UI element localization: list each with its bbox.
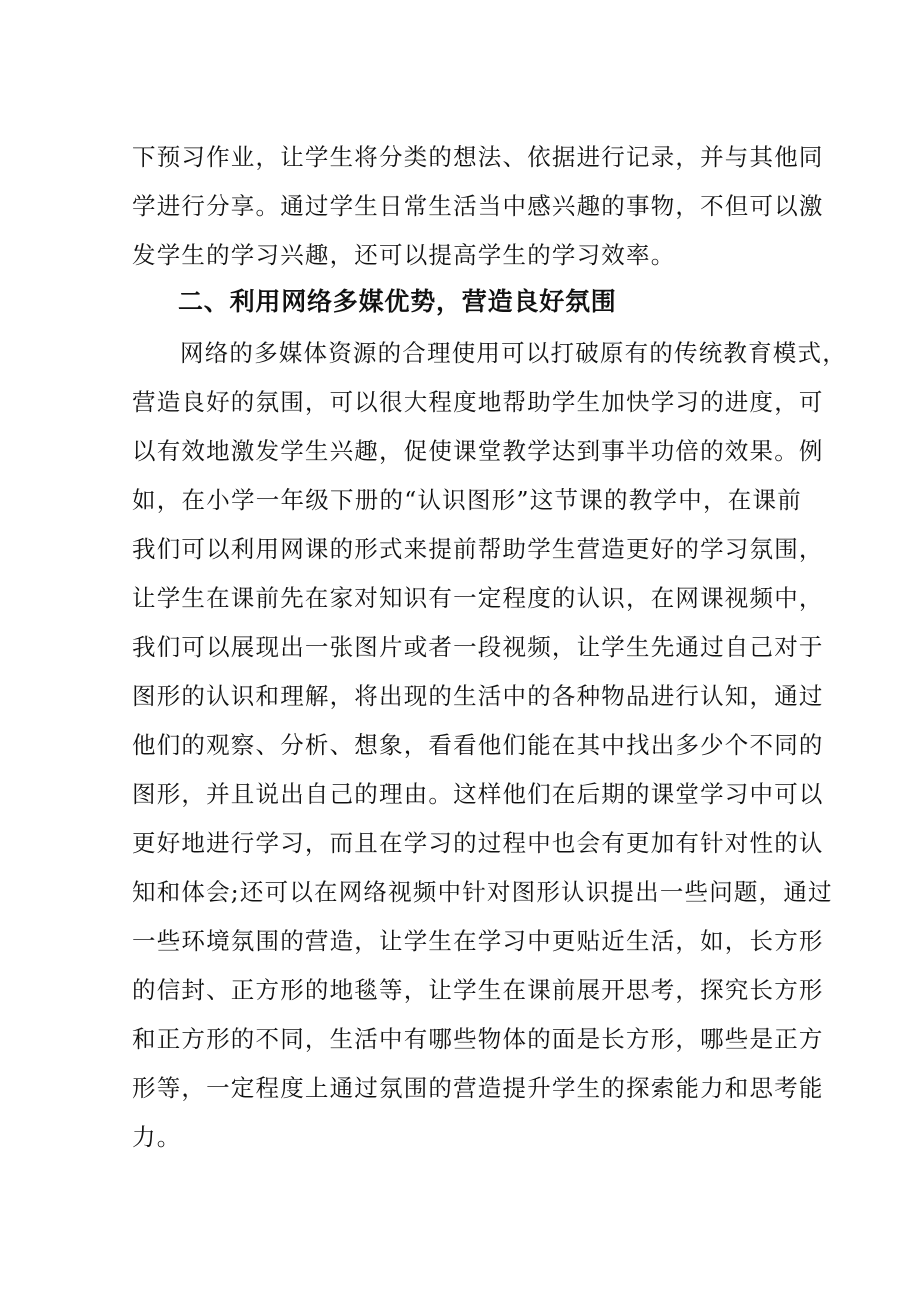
paragraph-line: 如，在小学一年级下册的“认识图形”这节课的教学中，在课前: [132, 486, 802, 514]
paragraph-line: 营造良好的氛围，可以很大程度地帮助学生加快学习的进度，可: [132, 388, 824, 416]
paragraph-line: 一些环境氛围的营造，让学生在学习中更贴近生活，如，长方形: [132, 927, 824, 955]
paragraph-line: 发学生的学习兴趣，还可以提高学生的学习效率。: [132, 241, 676, 269]
paragraph-line: 图形的认识和理解，将出现的生活中的各种物品进行认知，通过: [132, 682, 824, 710]
paragraph-line: 更好地进行学习，而且在学习的过程中也会有更加有针对性的认: [132, 829, 824, 857]
paragraph-line: 力。: [132, 1123, 182, 1151]
paragraph-line: 我们可以利用网课的形式来提前帮助学生营造更好的学习氛围，: [132, 535, 824, 563]
paragraph-line: 知和体会;还可以在网络视频中针对图形认识提出一些问题，通过: [132, 878, 833, 906]
paragraph-line: 和正方形的不同，生活中有哪些物体的面是长方形，哪些是正方: [132, 1025, 824, 1053]
paragraph-line: 以有效地激发学生兴趣，促使课堂教学达到事半功倍的效果。例: [132, 437, 824, 465]
paragraph-line: 让学生在课前先在家对知识有一定程度的认识，在网课视频中，: [132, 584, 824, 612]
paragraph-line: 形等，一定程度上通过氛围的营造提升学生的探索能力和思考能: [132, 1074, 824, 1102]
paragraph-line: 我们可以展现出一张图片或者一段视频，让学生先通过自己对于: [132, 633, 824, 661]
section-heading: 二、利用网络多媒优势，营造良好氛围: [178, 287, 617, 316]
paragraph-line: 网络的多媒体资源的合理使用可以打破原有的传统教育模式，: [180, 339, 847, 367]
paragraph-line: 图形，并且说出自己的理由。这样他们在后期的课堂学习中可以: [132, 780, 824, 808]
paragraph-line: 学进行分享。通过学生日常生活当中感兴趣的事物，不但可以激: [132, 192, 824, 220]
paragraph-line: 他们的观察、分析、想象，看看他们能在其中找出多少个不同的: [132, 731, 824, 759]
paragraph-line: 的信封、正方形的地毯等，让学生在课前展开思考，探究长方形: [132, 976, 824, 1004]
paragraph-line: 下预习作业，让学生将分类的想法、依据进行记录，并与其他同: [132, 143, 824, 171]
